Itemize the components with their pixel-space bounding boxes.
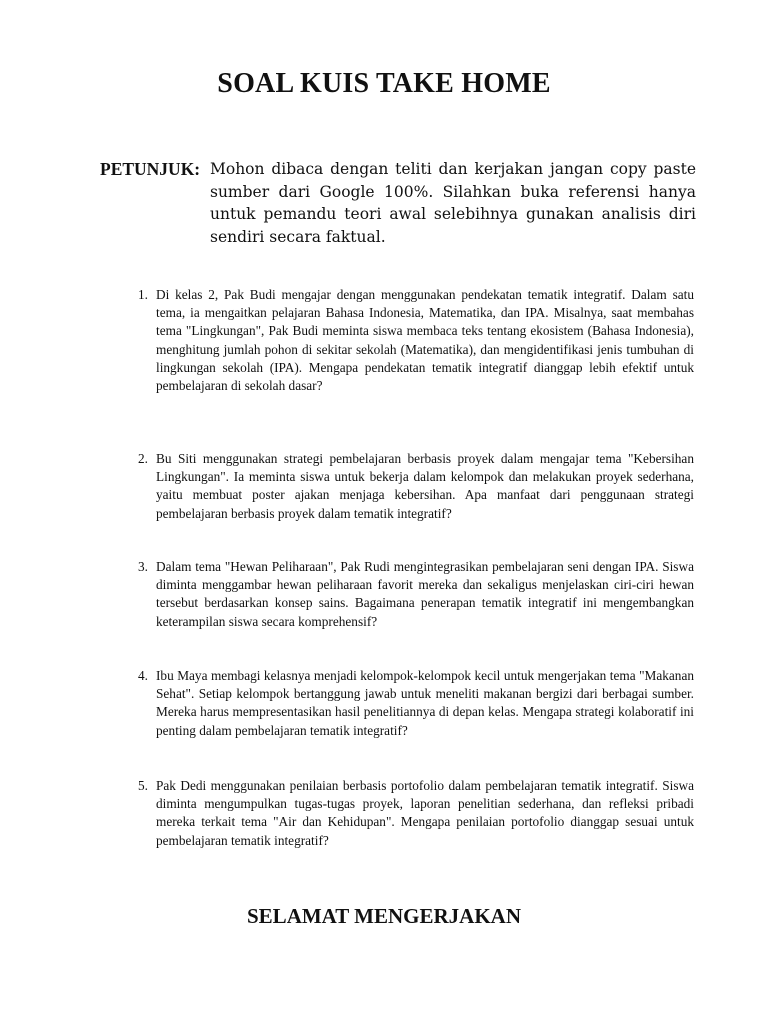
question-number: 2. xyxy=(138,451,148,466)
instructions-text: Mohon dibaca dengan teliti dan kerjakan jangan copy paste sumber dari Google 100%. Silahkan buka referensi hanya untuk pemandu teori awal selebihnya gunakan analisis diri sendiri secara faktual. xyxy=(210,160,696,246)
question-text: Pak Dedi menggunakan penilaian berbasis portofolio dalam pembelajaran tematik integratif. Siswa diminta mengumpulkan tugas-tugas proyek, laporan penelitian sederhana, dan refleksi pribadi mereka terkait tema "Air dan Kehidupan". Mengapa penilaian portofolio dianggap sesuai untuk pembelajaran tematik integratif? xyxy=(156,778,694,848)
question-item xyxy=(128,558,694,631)
instructions-label: PETUNJUK: xyxy=(100,159,201,179)
question-item xyxy=(128,286,694,395)
question-number: 5. xyxy=(138,778,148,793)
question-text: Bu Siti menggunakan strategi pembelajaran berbasis proyek dalam mengajar tema "Kebersihan Lingkungan". Ia meminta siswa untuk bekerja dalam kelompok dan melakukan proyek sederhana, yaitu membuat poster ajakan menjaga kebersihan. Apa manfaat dari penggunaan strategi pembelajaran berbasis proyek dalam tematik integratif? xyxy=(156,451,694,521)
instructions-block xyxy=(100,158,696,248)
question-item xyxy=(128,450,694,523)
question-item xyxy=(128,777,694,850)
question-number: 1. xyxy=(138,287,148,302)
closing-message: SELAMAT MENGERJAKAN xyxy=(247,904,521,928)
question-text: Ibu Maya membagi kelasnya menjadi kelompok-kelompok kecil untuk mengerjakan tema "Makanan Sehat". Setiap kelompok bertanggung jawab untuk meneliti makanan bergizi dari berbagai sumber. Mereka harus mempresentasikan hasil penelitiannya di depan kelas. Mengapa strategi kolaboratif ini penting dalam pembelajaran tematik integratif? xyxy=(156,668,694,738)
question-text: Dalam tema "Hewan Peliharaan", Pak Rudi mengintegrasikan pembelajaran seni dengan IPA. Siswa diminta menggambar hewan peliharaan favorit mereka dan sekaligus menjelaskan ciri-ciri hewan tersebut berdasarkan konsep sains. Bagaimana penerapan tematik integratif ini mengembangkan keterampilan siswa secara komprehensif? xyxy=(156,559,694,629)
question-text: Di kelas 2, Pak Budi mengajar dengan menggunakan pendekatan tematik integratif. Dalam satu tema, ia mengaitkan pelajaran Bahasa Indonesia, Matematika, dan IPA. Misalnya, saat membahas tema "Lingkungan", Pak Budi meminta siswa membaca teks tentang ekosistem (Bahasa Indonesia), menghitung jumlah pohon di sekitar sekolah (Matematika), dan mengidentifikasi jenis tumbuhan di lingkungan sekolah (IPA). Mengapa pendekatan tematik integratif dianggap lebih efektif untuk pembelajaran di sekolah dasar? xyxy=(156,287,694,394)
question-item xyxy=(128,667,694,740)
question-number: 3. xyxy=(138,559,148,574)
document-title: SOAL KUIS TAKE HOME xyxy=(217,68,551,99)
question-number: 4. xyxy=(138,668,148,683)
